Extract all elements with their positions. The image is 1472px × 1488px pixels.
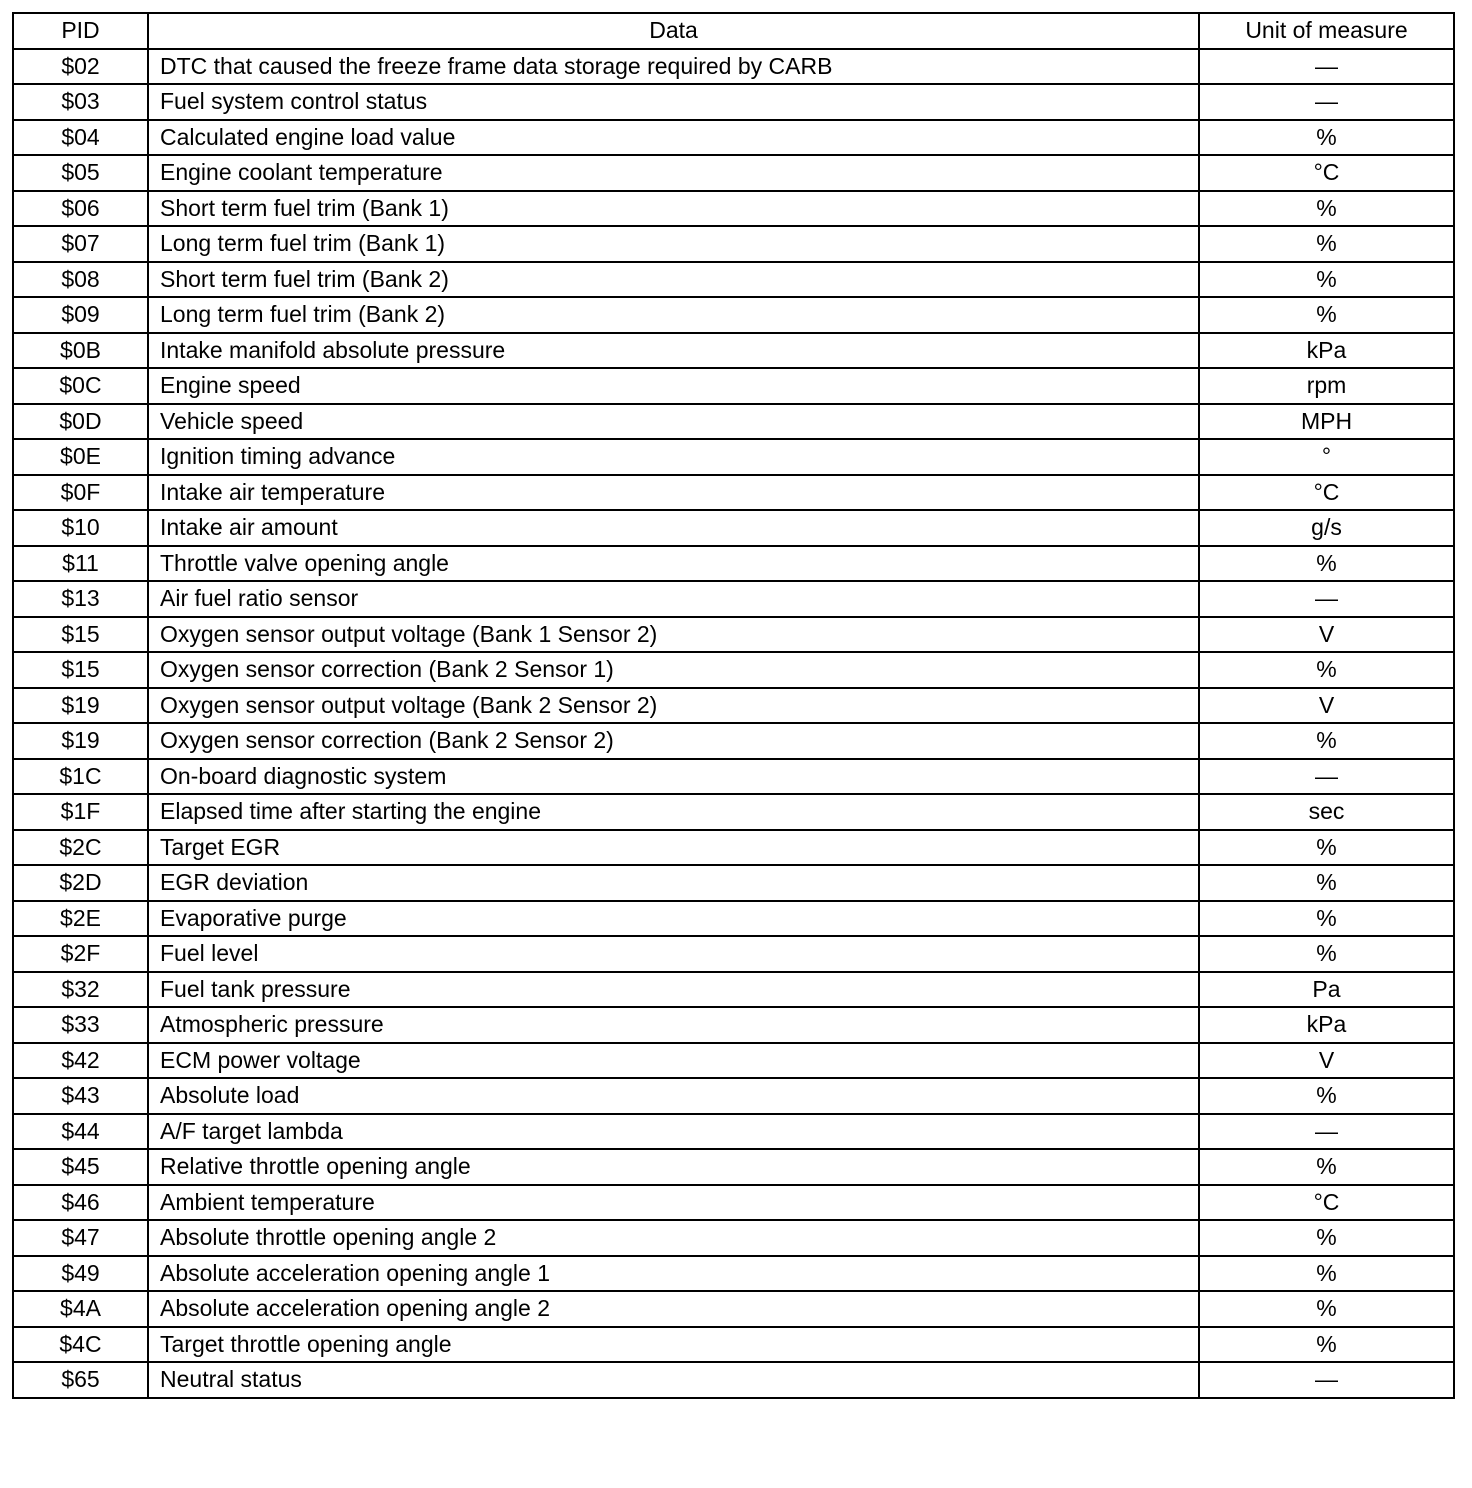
table-row [13,1291,1454,1327]
data-cell: Oxygen sensor correction (Bank 2 Sensor 1) [148,652,1199,688]
unit-cell: % [1199,901,1454,937]
unit-cell: g/s [1199,510,1454,546]
pid-cell: $0C [13,368,148,404]
table-row [13,1007,1454,1043]
unit-cell: % [1199,120,1454,156]
unit-cell: % [1199,936,1454,972]
table-row [13,404,1454,440]
unit-cell: Pa [1199,972,1454,1008]
data-cell: Long term fuel trim (Bank 2) [148,297,1199,333]
data-cell: Relative throttle opening angle [148,1149,1199,1185]
data-cell: Target throttle opening angle [148,1327,1199,1363]
unit-cell: % [1199,226,1454,262]
table-row [13,546,1454,582]
table-row [13,1362,1454,1398]
table-row [13,226,1454,262]
unit-cell: % [1199,262,1454,298]
pid-cell: $49 [13,1256,148,1292]
table-row [13,368,1454,404]
data-cell: Short term fuel trim (Bank 2) [148,262,1199,298]
table-row [13,652,1454,688]
data-cell: Absolute acceleration opening angle 2 [148,1291,1199,1327]
data-cell: EGR deviation [148,865,1199,901]
pid-cell: $0E [13,439,148,475]
unit-cell: % [1199,1220,1454,1256]
pid-cell: $0F [13,475,148,511]
table-row [13,936,1454,972]
freeze-frame-pid-table [12,12,1455,1399]
pid-cell: $04 [13,120,148,156]
table-row [13,688,1454,724]
table-row [13,865,1454,901]
pid-cell: $65 [13,1362,148,1398]
pid-cell: $2D [13,865,148,901]
unit-cell: % [1199,723,1454,759]
unit-cell: % [1199,297,1454,333]
unit-cell: % [1199,1327,1454,1363]
unit-cell: V [1199,688,1454,724]
unit-cell: — [1199,1114,1454,1150]
table-row [13,581,1454,617]
table-row [13,120,1454,156]
unit-cell: °C [1199,155,1454,191]
unit-cell: — [1199,49,1454,85]
data-cell: Oxygen sensor output voltage (Bank 2 Sensor 2) [148,688,1199,724]
data-cell: Long term fuel trim (Bank 1) [148,226,1199,262]
table-row [13,830,1454,866]
unit-cell: % [1199,191,1454,227]
table-row [13,1149,1454,1185]
data-cell: On-board diagnostic system [148,759,1199,795]
header-data: Data [148,13,1199,49]
pid-cell: $4C [13,1327,148,1363]
table-row [13,1220,1454,1256]
pid-cell: $09 [13,297,148,333]
unit-cell: — [1199,84,1454,120]
data-cell: Air fuel ratio sensor [148,581,1199,617]
unit-cell: kPa [1199,333,1454,369]
header-pid: PID [13,13,148,49]
pid-cell: $1C [13,759,148,795]
pid-cell: $05 [13,155,148,191]
table-row [13,439,1454,475]
data-cell: Engine speed [148,368,1199,404]
data-cell: Fuel system control status [148,84,1199,120]
unit-cell: % [1199,1149,1454,1185]
pid-cell: $10 [13,510,148,546]
unit-cell: °C [1199,1185,1454,1221]
data-cell: Oxygen sensor correction (Bank 2 Sensor 2) [148,723,1199,759]
pid-cell: $06 [13,191,148,227]
data-cell: ECM power voltage [148,1043,1199,1079]
unit-cell: MPH [1199,404,1454,440]
pid-cell: $13 [13,581,148,617]
table-row [13,972,1454,1008]
pid-cell: $03 [13,84,148,120]
pid-cell: $46 [13,1185,148,1221]
unit-cell: V [1199,617,1454,653]
data-cell: Intake air amount [148,510,1199,546]
table-row [13,297,1454,333]
unit-cell: % [1199,546,1454,582]
pid-cell: $4A [13,1291,148,1327]
data-cell: Fuel level [148,936,1199,972]
table-row [13,759,1454,795]
table-row [13,155,1454,191]
data-cell: Throttle valve opening angle [148,546,1199,582]
pid-cell: $47 [13,1220,148,1256]
table-row [13,84,1454,120]
table-row [13,723,1454,759]
data-cell: Engine coolant temperature [148,155,1199,191]
header-unit: Unit of measure [1199,13,1454,49]
data-cell: Elapsed time after starting the engine [148,794,1199,830]
pid-cell: $19 [13,723,148,759]
data-cell: Intake air temperature [148,475,1199,511]
unit-cell: °C [1199,475,1454,511]
unit-cell: sec [1199,794,1454,830]
pid-cell: $15 [13,652,148,688]
table-row [13,1185,1454,1221]
pid-cell: $42 [13,1043,148,1079]
pid-cell: $0D [13,404,148,440]
data-cell: Neutral status [148,1362,1199,1398]
table-row [13,1256,1454,1292]
data-cell: A/F target lambda [148,1114,1199,1150]
table-row [13,1114,1454,1150]
header-row [13,13,1454,49]
data-cell: Evaporative purge [148,901,1199,937]
table-row [13,1327,1454,1363]
pid-cell: $1F [13,794,148,830]
unit-cell: V [1199,1043,1454,1079]
pid-cell: $2E [13,901,148,937]
unit-cell: % [1199,1291,1454,1327]
pid-cell: $08 [13,262,148,298]
data-cell: Absolute acceleration opening angle 1 [148,1256,1199,1292]
unit-cell: kPa [1199,1007,1454,1043]
pid-cell: $11 [13,546,148,582]
unit-cell: — [1199,581,1454,617]
data-cell: Vehicle speed [148,404,1199,440]
pid-cell: $2F [13,936,148,972]
pid-cell: $07 [13,226,148,262]
table-row [13,333,1454,369]
unit-cell: rpm [1199,368,1454,404]
table-row [13,1078,1454,1114]
pid-cell: $45 [13,1149,148,1185]
unit-cell: — [1199,759,1454,795]
data-cell: Calculated engine load value [148,120,1199,156]
table-row [13,510,1454,546]
table-body [13,49,1454,1398]
table-row [13,262,1454,298]
pid-cell: $0B [13,333,148,369]
table-row [13,1043,1454,1079]
data-cell: DTC that caused the freeze frame data storage required by CARB [148,49,1199,85]
pid-cell: $2C [13,830,148,866]
data-cell: Intake manifold absolute pressure [148,333,1199,369]
pid-cell: $02 [13,49,148,85]
unit-cell: % [1199,1256,1454,1292]
table-header [13,13,1454,49]
unit-cell: % [1199,830,1454,866]
pid-cell: $33 [13,1007,148,1043]
table-row [13,49,1454,85]
pid-cell: $43 [13,1078,148,1114]
data-cell: Absolute load [148,1078,1199,1114]
table-row [13,617,1454,653]
table-row [13,901,1454,937]
unit-cell: % [1199,865,1454,901]
data-cell: Short term fuel trim (Bank 1) [148,191,1199,227]
table-row [13,794,1454,830]
unit-cell: ° [1199,439,1454,475]
pid-cell: $32 [13,972,148,1008]
data-cell: Ignition timing advance [148,439,1199,475]
data-cell: Fuel tank pressure [148,972,1199,1008]
data-cell: Atmospheric pressure [148,1007,1199,1043]
table-row [13,475,1454,511]
unit-cell: % [1199,1078,1454,1114]
unit-cell: — [1199,1362,1454,1398]
pid-cell: $19 [13,688,148,724]
unit-cell: % [1199,652,1454,688]
pid-cell: $44 [13,1114,148,1150]
data-cell: Oxygen sensor output voltage (Bank 1 Sensor 2) [148,617,1199,653]
data-cell: Absolute throttle opening angle 2 [148,1220,1199,1256]
data-cell: Target EGR [148,830,1199,866]
pid-cell: $15 [13,617,148,653]
data-cell: Ambient temperature [148,1185,1199,1221]
table-row [13,191,1454,227]
